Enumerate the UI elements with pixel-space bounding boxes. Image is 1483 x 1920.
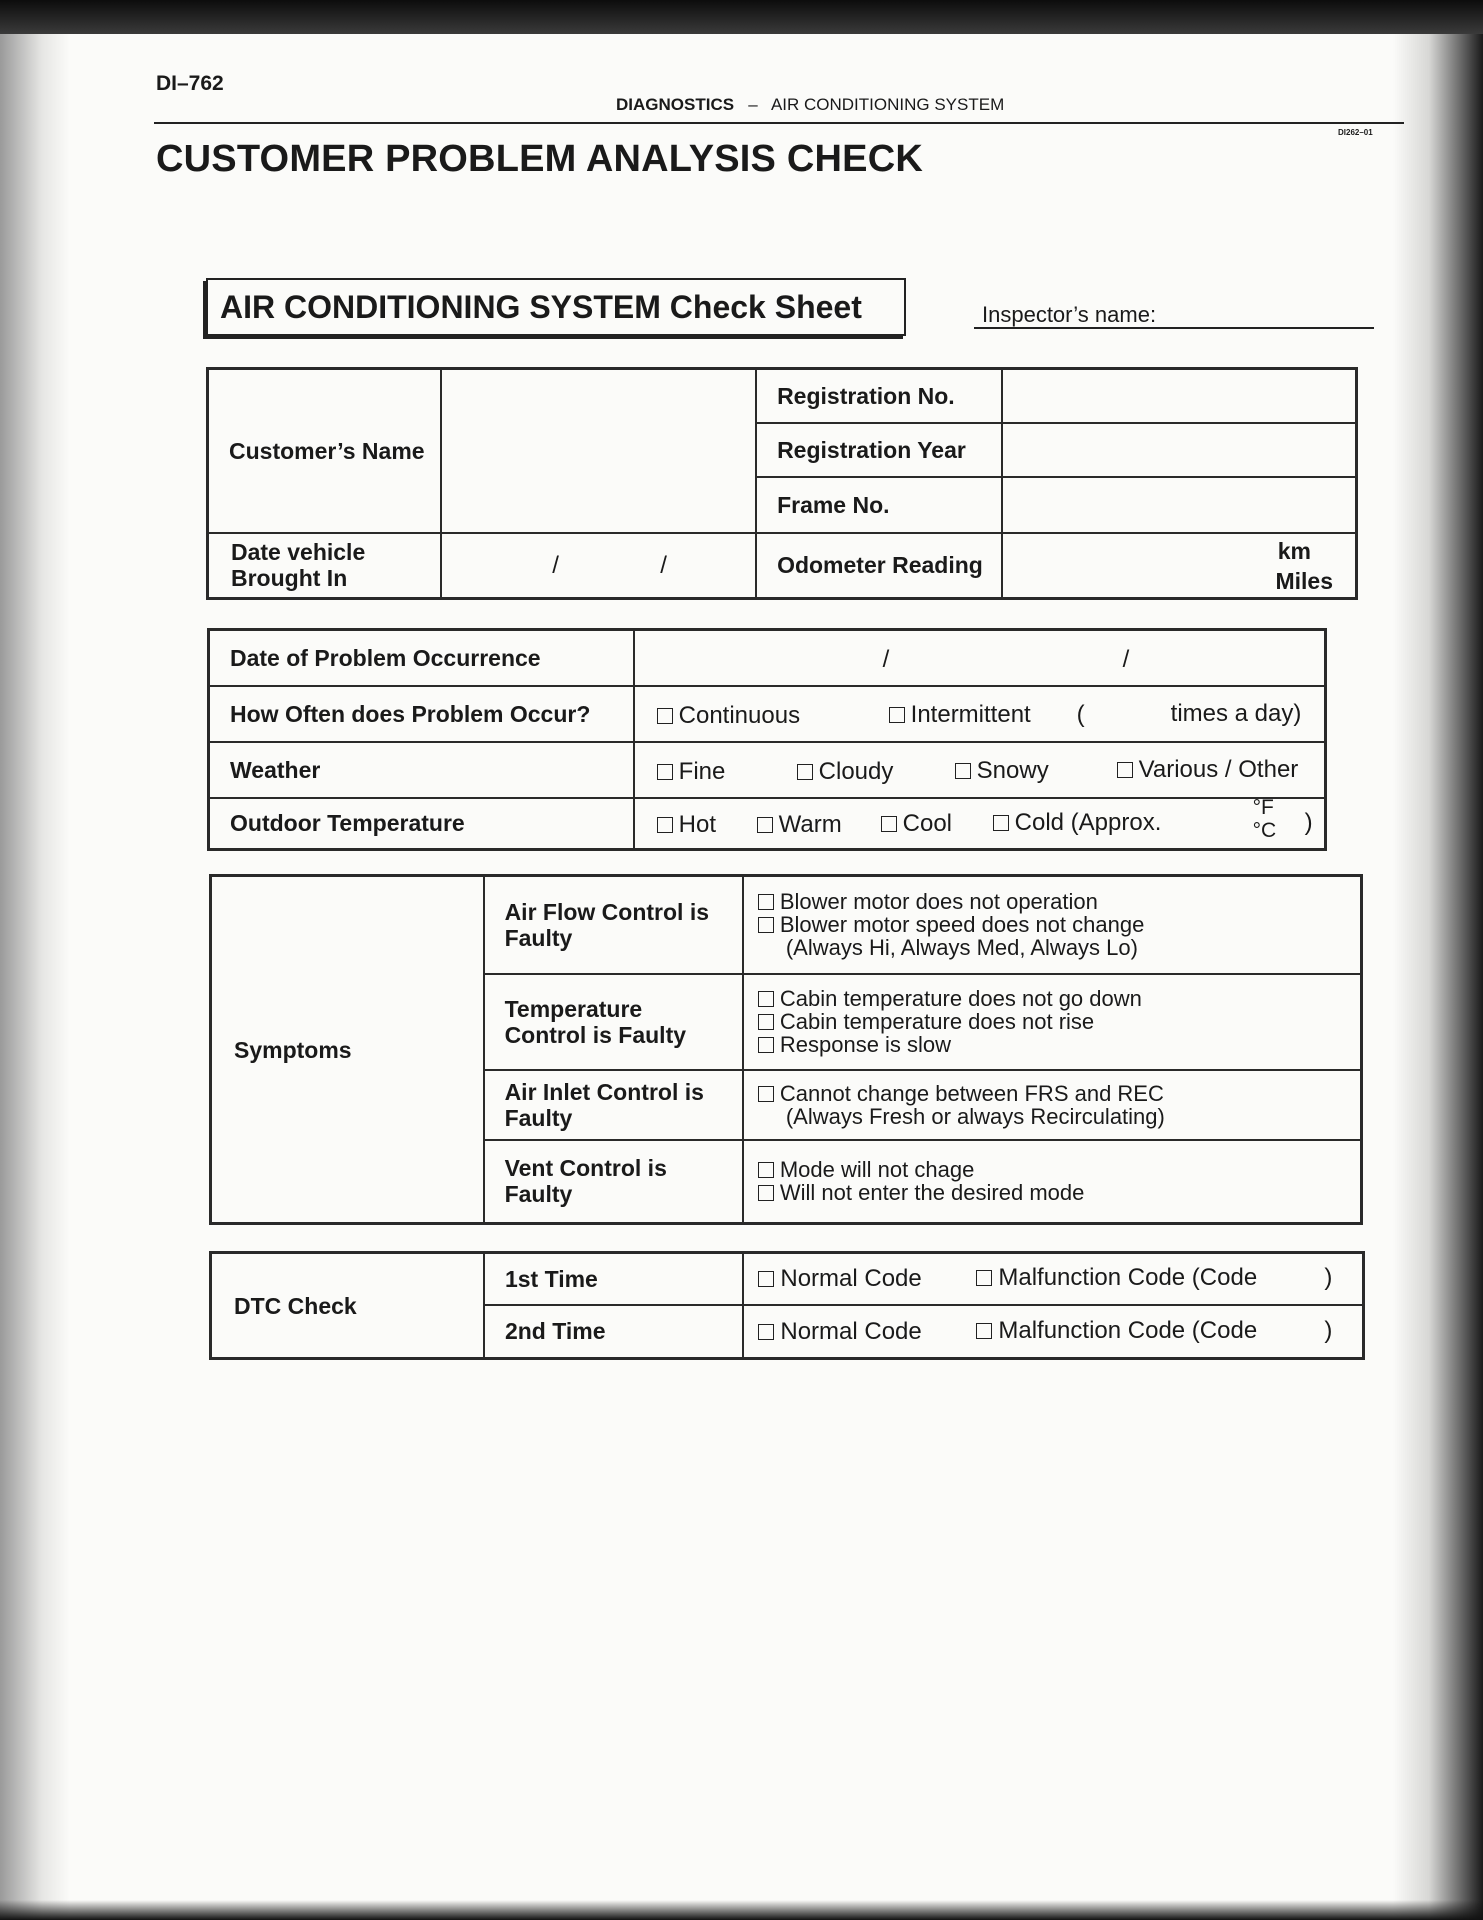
- symptom-group-vent-line2: Faulty: [504, 1181, 573, 1208]
- checkbox[interactable]: [758, 1037, 774, 1053]
- page-bottom-shadow: [0, 1900, 1483, 1920]
- checkbox[interactable]: [955, 763, 971, 779]
- dtc-second-malfunction-option[interactable]: [976, 1317, 1257, 1345]
- registration-no-label: Registration No.: [756, 369, 1002, 423]
- symptom-item[interactable]: [758, 1181, 1360, 1204]
- checkbox[interactable]: [889, 707, 905, 723]
- weather-other-label: Various / Other: [1138, 755, 1299, 783]
- running-head: [616, 95, 1004, 115]
- temp-option-cool[interactable]: [881, 810, 952, 838]
- customer-name-label: [208, 369, 442, 533]
- symptom-options-air-inlet: [743, 1070, 1362, 1140]
- checkbox[interactable]: [758, 894, 774, 910]
- symptom-group-air-inlet: [484, 1070, 743, 1140]
- registration-year-label: Registration Year: [756, 423, 1002, 477]
- frame-no-label: Frame No.: [756, 477, 1002, 533]
- checkbox[interactable]: [758, 1271, 774, 1287]
- checkbox[interactable]: [657, 708, 673, 724]
- dtc-second-time-options: [743, 1305, 1363, 1359]
- reference-code: DI262–01: [1338, 128, 1373, 137]
- checkbox[interactable]: [993, 815, 1009, 831]
- header-rule: [154, 122, 1404, 124]
- dtc-second-normal-option[interactable]: [758, 1318, 921, 1346]
- dtc-first-close-paren: ): [1324, 1264, 1333, 1291]
- times-open-paren: (: [1076, 700, 1085, 728]
- symptom-text: Mode will not chage: [779, 1157, 975, 1183]
- date-slash-2: /: [660, 551, 667, 579]
- checkbox[interactable]: [881, 816, 897, 832]
- odometer-label: Odometer Reading: [756, 533, 1002, 599]
- unit-miles: Miles: [1275, 567, 1333, 594]
- page-right-shadow: [1393, 34, 1483, 1920]
- dtc-first-normal-option[interactable]: [758, 1265, 921, 1293]
- problem-date-slash-1: /: [882, 646, 890, 673]
- symptoms-table: [209, 874, 1363, 1225]
- how-often-label: How Often does Problem Occur?: [209, 686, 634, 742]
- problem-occurrence-table: [207, 628, 1327, 851]
- registration-year-field[interactable]: [1002, 423, 1357, 477]
- symptom-text: Cabin temperature does not rise: [779, 1009, 1095, 1034]
- date-brought-in-label: [208, 533, 442, 599]
- symptom-group-air-inlet-line1: Air Inlet Control is: [504, 1078, 704, 1105]
- unit-fahrenheit: °F: [1252, 795, 1274, 819]
- symptom-group-airflow-line1: Air Flow Control is: [504, 898, 710, 925]
- dtc-normal-label: Normal Code: [780, 1265, 922, 1292]
- checkbox[interactable]: [758, 1014, 774, 1030]
- symptom-group-vent: [484, 1140, 743, 1224]
- odometer-field[interactable]: [1002, 533, 1357, 599]
- inspector-name-label: Inspector’s name:: [982, 302, 1157, 327]
- checkbox[interactable]: [758, 1324, 774, 1340]
- dtc-malfunction-label: Malfunction Code (Code: [998, 1264, 1258, 1291]
- inspector-name-field[interactable]: [974, 327, 1374, 329]
- symptom-text: Response is slow: [779, 1032, 952, 1057]
- symptom-group-vent-line1: Vent Control is: [504, 1155, 667, 1182]
- how-often-field: [634, 686, 1326, 742]
- symptom-item[interactable]: [758, 1010, 1360, 1033]
- symptom-note: (Always Fresh or always Recirculating): [785, 1103, 1165, 1129]
- weather-fine-label: Fine: [678, 757, 726, 785]
- unit-km: km: [1277, 537, 1311, 564]
- weather-option-fine[interactable]: [657, 758, 726, 786]
- problem-date-field[interactable]: [634, 630, 1326, 686]
- symptom-options-vent: [743, 1140, 1362, 1224]
- weather-snowy-label: Snowy: [976, 756, 1049, 784]
- running-head-dash: –: [748, 95, 758, 114]
- symptom-group-temperature-line2: Control is Faulty: [504, 1021, 687, 1048]
- weather-option-snowy[interactable]: [955, 757, 1049, 785]
- date-brought-in-label-line1: Date vehicle: [231, 539, 366, 566]
- symptom-group-temperature: [484, 974, 743, 1070]
- symptom-item[interactable]: [758, 1158, 1360, 1181]
- page-title: CUSTOMER PROBLEM ANALYSIS CHECK: [156, 138, 923, 180]
- problem-date-label: Date of Problem Occurrence: [209, 630, 634, 686]
- symptom-options-airflow: [743, 876, 1362, 974]
- dtc-first-malfunction-option[interactable]: [976, 1264, 1257, 1292]
- checkbox[interactable]: [657, 764, 673, 780]
- dtc-check-label: DTC Check: [211, 1253, 484, 1359]
- intermittent-label: Intermittent: [910, 700, 1031, 728]
- symptom-item[interactable]: [758, 913, 1360, 936]
- symptom-text: Will not enter the desired mode: [779, 1180, 1085, 1206]
- date-brought-in-label-line2: Brought In: [231, 565, 348, 592]
- frame-no-field[interactable]: [1002, 477, 1357, 533]
- checkbox[interactable]: [976, 1323, 992, 1339]
- dtc-first-time-options: [743, 1253, 1363, 1305]
- date-slash-1: /: [552, 551, 559, 579]
- dtc-first-time-label: 1st Time: [484, 1253, 743, 1305]
- weather-field: [634, 742, 1326, 798]
- checkbox[interactable]: [758, 991, 774, 1007]
- outdoor-temp-label: Outdoor Temperature: [209, 798, 634, 850]
- dtc-malfunction-label: Malfunction Code (Code: [998, 1316, 1258, 1344]
- checkbox[interactable]: [976, 1270, 992, 1286]
- checkbox[interactable]: [758, 1086, 774, 1102]
- temp-close-paren: ): [1304, 808, 1313, 836]
- symptom-text: Cannot change between FRS and REC: [779, 1080, 1164, 1106]
- customer-name-field[interactable]: [441, 369, 756, 533]
- symptom-text: Blower motor does not operation: [779, 889, 1098, 915]
- symptom-item[interactable]: [758, 890, 1360, 913]
- temp-hot-label: Hot: [678, 810, 717, 838]
- symptom-group-airflow-line2: Faulty: [504, 924, 573, 951]
- outdoor-temp-field: [634, 795, 1326, 850]
- checkbox[interactable]: [757, 817, 773, 833]
- problem-date-slash-2: /: [1122, 646, 1130, 673]
- running-head-section: DIAGNOSTICS: [616, 95, 735, 114]
- check-sheet-title: AIR CONDITIONING SYSTEM Check Sheet: [206, 278, 906, 336]
- symptom-text: Cabin temperature does not go down: [779, 986, 1142, 1011]
- date-brought-in-field[interactable]: [441, 533, 756, 599]
- checkbox[interactable]: [1117, 762, 1133, 778]
- symptom-options-temperature: [743, 974, 1362, 1070]
- page-left-shadow: [0, 34, 70, 1920]
- page-top-shadow: [0, 0, 1483, 34]
- registration-no-field[interactable]: [1002, 369, 1357, 423]
- symptom-note: (Always Hi, Always Med, Always Lo): [785, 935, 1138, 961]
- intermittent-option[interactable]: [889, 701, 1031, 729]
- weather-option-other[interactable]: [1117, 756, 1299, 784]
- customer-name-label-text: Customer’s Name: [229, 437, 425, 464]
- symptom-item[interactable]: [758, 1082, 1360, 1105]
- dtc-second-time-label: 2nd Time: [484, 1305, 743, 1359]
- temp-option-warm[interactable]: [757, 811, 842, 839]
- continuous-option[interactable]: [657, 702, 800, 730]
- symptom-group-airflow: [484, 876, 743, 974]
- symptom-item[interactable]: [758, 987, 1360, 1010]
- checkbox[interactable]: [657, 817, 673, 833]
- times-a-day-label: times a day): [1170, 699, 1302, 727]
- dtc-check-table: [209, 1251, 1365, 1360]
- weather-option-cloudy[interactable]: [797, 758, 894, 786]
- checkbox[interactable]: [797, 764, 813, 780]
- checkbox[interactable]: [758, 1185, 774, 1201]
- running-head-subsection: AIR CONDITIONING SYSTEM: [770, 95, 1005, 114]
- continuous-label: Continuous: [678, 701, 801, 729]
- temp-cool-label: Cool: [902, 809, 953, 837]
- symptoms-label: Symptoms: [211, 876, 484, 1224]
- page-code: DI–762: [156, 72, 224, 95]
- checkbox[interactable]: [758, 917, 774, 933]
- temp-option-hot[interactable]: [657, 811, 716, 839]
- temp-warm-label: Warm: [778, 810, 842, 838]
- customer-info-table: [206, 367, 1358, 600]
- unit-celsius: °C: [1252, 818, 1277, 842]
- checkbox[interactable]: [758, 1162, 774, 1178]
- symptom-group-air-inlet-line2: Faulty: [504, 1104, 573, 1131]
- weather-cloudy-label: Cloudy: [818, 757, 894, 785]
- symptom-text: Blower motor speed does not change: [779, 912, 1145, 938]
- dtc-normal-label: Normal Code: [780, 1317, 922, 1345]
- temp-option-cold[interactable]: [993, 809, 1162, 837]
- weather-label: Weather: [209, 742, 634, 798]
- temp-cold-label: Cold (Approx.: [1014, 808, 1162, 836]
- symptom-group-temperature-line1: Temperature: [504, 995, 643, 1022]
- symptom-item[interactable]: [758, 1033, 1360, 1056]
- dtc-second-close-paren: ): [1324, 1316, 1333, 1344]
